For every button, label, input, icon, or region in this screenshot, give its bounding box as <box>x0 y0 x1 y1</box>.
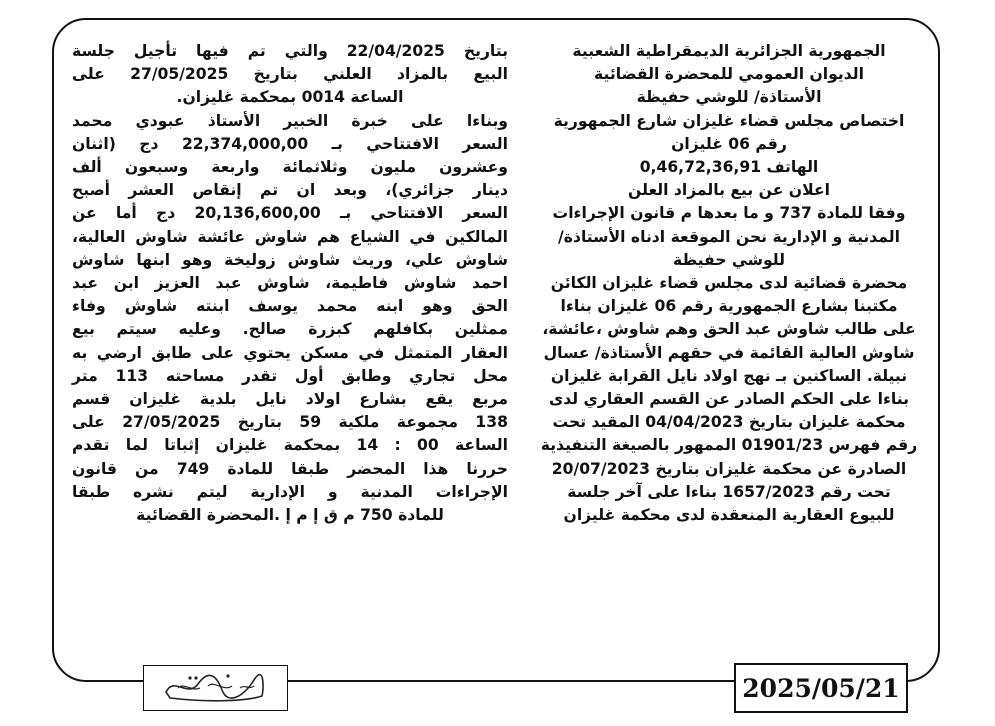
text-line: للمادة 750 م ق إ م إ .المحضرة القضائية <box>136 506 444 525</box>
text-line: للبيوع العقارية المنعقدة لدى محكمة غليزان <box>563 506 895 525</box>
text-line: الإجراءات المدنية و الإدارية ليتم نشره طبقا <box>72 482 508 501</box>
text-line: محل تجاري وطابق أول تقدر مساحته 113 متر <box>72 366 508 385</box>
publication-date-text: 2025/05/21 <box>742 673 900 703</box>
text-line: المالكين في الشياع هم شاوش عائشة شاوش العالية، <box>72 227 508 246</box>
text-line: حررنا هذا المحضر طبقا للمادة 749 من قانون <box>72 459 508 478</box>
text-line: ممثلين بكافلهم كبزرة صالح. وعليه سيتم بيع <box>72 320 508 339</box>
newspaper-logo-icon <box>144 666 284 707</box>
text-line: مكتبنا بشارع الجمهورية رقم 06 غليزان بناءا <box>560 297 898 316</box>
text-line: احمد شاوش فاطيمة، شاوش عبد العزيز ابن عبد <box>72 274 508 293</box>
text-line: العقار المتمثل في مسكن يحتوي على طابق ارضي به <box>72 343 508 362</box>
text-line: محكمة غليزان بتاريخ 04/04/2023 المقيد تحت <box>552 413 906 432</box>
text-line: رقم 06 غليزان <box>671 134 787 153</box>
text-line: اعلان عن بيع بالمزاد العلن <box>628 181 830 200</box>
text-line: نبيلة. الساكنين بـ نهج اولاد نايل القرابة غليزان <box>550 366 908 385</box>
publication-date <box>734 663 908 713</box>
text-line: بتاريخ 22/04/2025 والتي تم فيها تأجيل جلسة <box>72 42 508 60</box>
text-line: للوشي حفيظة <box>672 250 785 269</box>
text-line: الحق وهو ابنه محمد يوسف ابنته شاوش وفاء <box>72 297 508 316</box>
text-line: وعشرون مليون وثلاثمائة واربعة وسبعون ألف <box>72 158 508 177</box>
text-line: الهاتف 0,46,72,36,91 <box>639 158 819 177</box>
text-line: الأستاذة/ للوشي حفيظة <box>636 88 822 107</box>
text-line: الساعة 00 : 14 بمحكمة غليزان إثباتا لما تقدم <box>72 436 508 455</box>
text-line: الصادرة عن محكمة غليزان بتاريخ 20/07/2023 <box>551 459 907 478</box>
text-line: الديوان العمومي للمحضرة القضائية <box>594 65 864 84</box>
text-line: الساعة 0014 بمحكمة غليزان. <box>176 88 404 107</box>
text-line: وفقا للمادة 737 و ما بعدها م قانون الإجراءات <box>552 204 906 223</box>
text-line: اختصاص مجلس قضاء غليزان شارع الجمهورية <box>553 111 905 130</box>
text-line: شاوش العالية القائمة في حقهم الأستاذة/ عسال <box>543 343 915 362</box>
text-line: 138 مجموعة ملكية 59 بتاريخ 27/05/2025 على <box>72 413 508 432</box>
text-line: شاوش علي، وريث شاوش زوليخة وهو ابنها شاوش <box>72 250 508 269</box>
text-line: تحت رقم 1657/2023 بناءا على آخر جلسة <box>567 482 891 501</box>
text-line: الجمهورية الجزائرية الديمقراطية الشعبية <box>572 42 886 60</box>
text-line: دينار جزائري)، وبعد ان تم إنقاص العشر أصبح <box>72 181 508 200</box>
text-line: محضرة قضائية لدى مجلس قضاء غليزان الكائن <box>550 274 908 293</box>
text-line: بناءا على الحكم الصادر عن القسم العقاري لدى <box>548 390 910 409</box>
text-line: رقم فهرس 01901/23 الممهور بالصيغة التنفيذية <box>540 436 918 455</box>
right-column <box>540 40 918 527</box>
text-line: المدنية و الإدارية نحن الموقعة ادناه الأستاذة/ <box>558 227 900 246</box>
text-line: السعر الافتتاحي بـ 20,136,600,00 دج أما عن <box>72 204 508 223</box>
text-line: البيع بالمزاد العلني بتاريخ 27/05/2025 على <box>72 65 508 84</box>
text-line: على طالب شاوش عبد الحق وهم شاوش ،عائشة، <box>542 320 916 339</box>
text-line: مربع يقع بشارع اولاد نايل بلدية غليزان قسم <box>72 390 508 409</box>
text-line: السعر الافتتاحي بـ 22,374,000,00 دج (اثنان <box>72 134 508 153</box>
text-line: وبناءا على خبرة الخبير الأستاذ عبودي محمد <box>72 111 508 130</box>
left-column <box>72 40 508 527</box>
newspaper-logo <box>143 665 288 711</box>
